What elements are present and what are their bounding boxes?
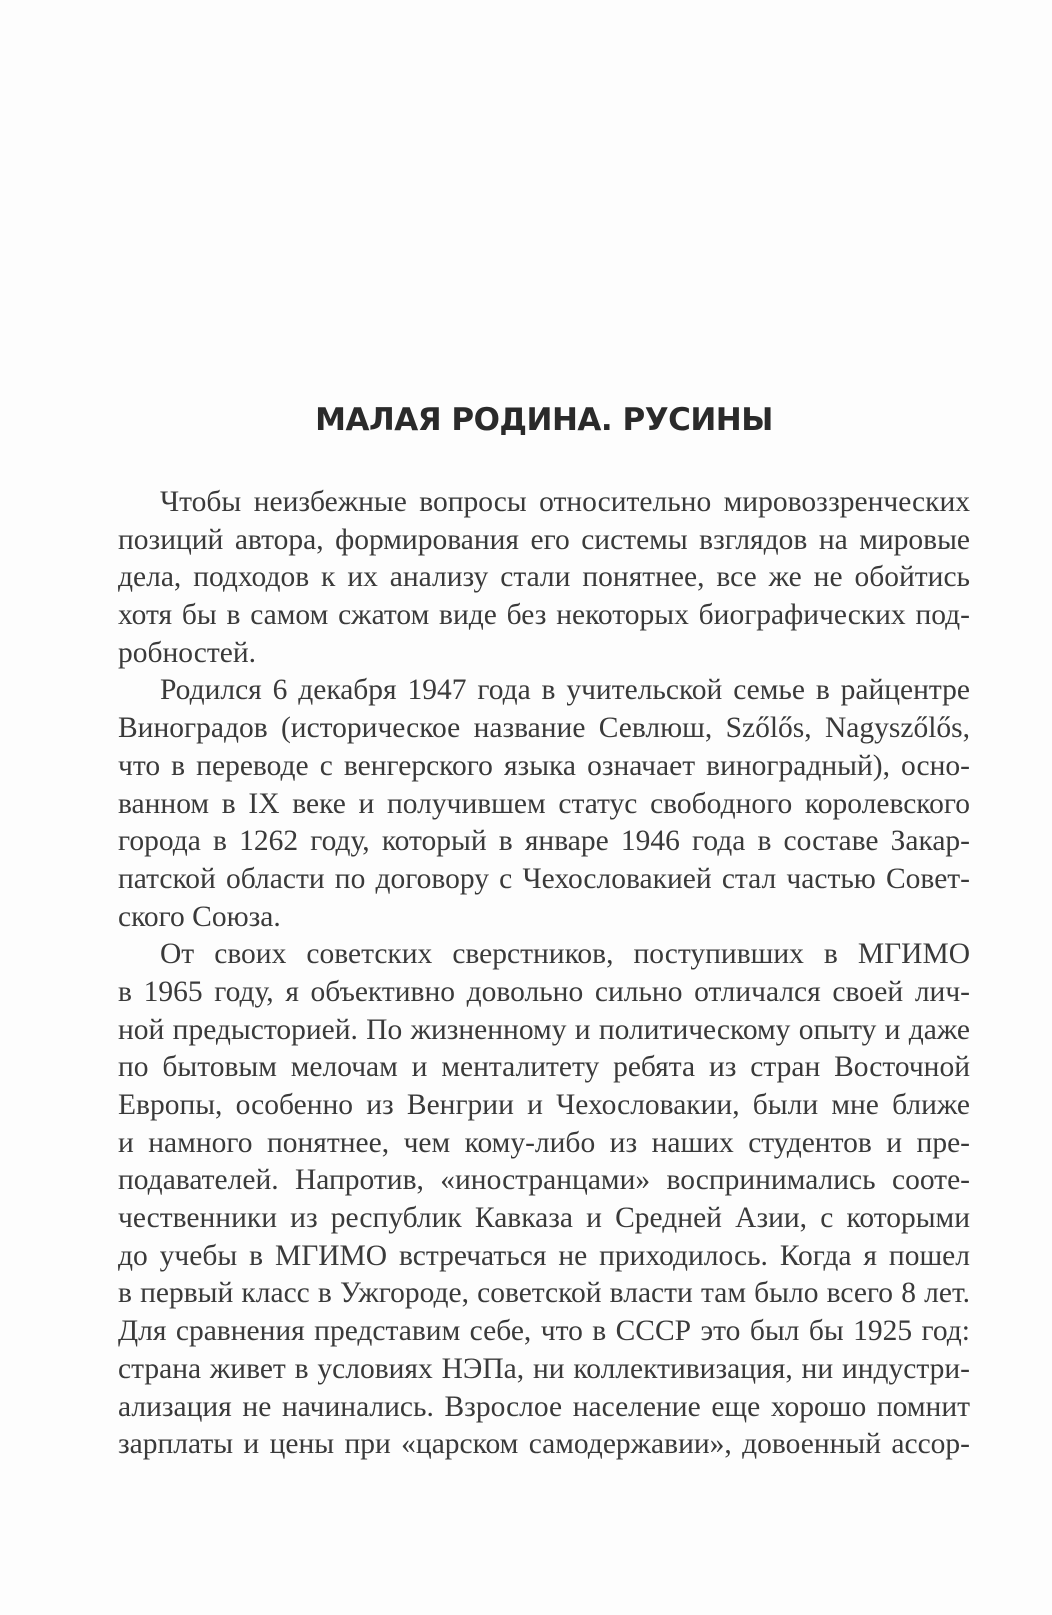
text-line: чественники из республик Кавказа и Средней Азии, с которыми: [118, 1202, 970, 1235]
text-line: в 1965 году, я объективно довольно сильно отличался своей лич-: [118, 975, 970, 1008]
text-line: хотя бы в самом сжатом виде без некоторых биографических под-: [118, 599, 970, 632]
text-line: зарплаты и цены при «царском самодержавии», довоенный ассор-: [118, 1428, 970, 1461]
text-line: ванном в IX веке и получившем статус свободного королевского: [118, 787, 970, 820]
chapter-title: МАЛАЯ РОДИНА. РУСИНЫ: [315, 402, 773, 438]
text-line: ной предысторией. По жизненному и политическому опыту и даже: [118, 1013, 970, 1046]
text-line: подавателей. Напротив, «иностранцами» воспринимались сооте-: [118, 1164, 970, 1197]
text-line: страна живет в условиях НЭПа, ни коллективизация, ни индустри-: [118, 1352, 970, 1385]
text-line: позиций автора, формирования его системы взглядов на мировые: [118, 523, 970, 556]
text-line: по бытовым мелочам и менталитету ребята из стран Восточной: [118, 1051, 970, 1084]
chapter-body: [118, 484, 970, 1464]
paragraph: [118, 672, 970, 936]
text-line: патской области по договору с Чехословакией стал частью Совет-: [118, 862, 970, 895]
text-line: до учебы в МГИМО встречаться не приходилось. Когда я пошел: [118, 1239, 970, 1272]
text-line: робностей.: [118, 636, 257, 669]
text-line: города в 1262 году, который в январе 1946 года в составе Закар-: [118, 825, 970, 858]
text-line: От своих советских сверстников, поступивших в МГИМО: [160, 938, 970, 971]
text-line: Для сравнения представим себе, что в СССР это был бы 1925 год:: [118, 1315, 970, 1348]
text-line: дела, подходов к их анализу стали понятнее, все же не обойтись: [118, 561, 970, 594]
text-line: Чтобы неизбежные вопросы относительно мировоззренческих: [160, 486, 970, 518]
text-line: и намного понятнее, чем кому-либо из наших студентов и пре-: [118, 1126, 970, 1159]
text-line: Родился 6 декабря 1947 года в учительской семье в райцентре: [160, 674, 970, 707]
text-line: что в переводе с венгерского языка означает виноградный), осно-: [118, 749, 970, 782]
text-line: в первый класс в Ужгороде, советской власти там было всего 8 лет.: [118, 1277, 970, 1310]
text-line: Европы, особенно из Венгрии и Чехословакии, были мне ближе: [118, 1089, 970, 1121]
paragraph: [118, 484, 970, 672]
text-line: ского Союза.: [118, 900, 281, 933]
paragraph: [118, 936, 970, 1464]
text-line: ализация не начинались. Взрослое население еще хорошо помнит: [118, 1390, 970, 1423]
text-line: Виноградов (историческое название Севлюш, Szőlős, Nagyszőlős,: [118, 712, 970, 745]
